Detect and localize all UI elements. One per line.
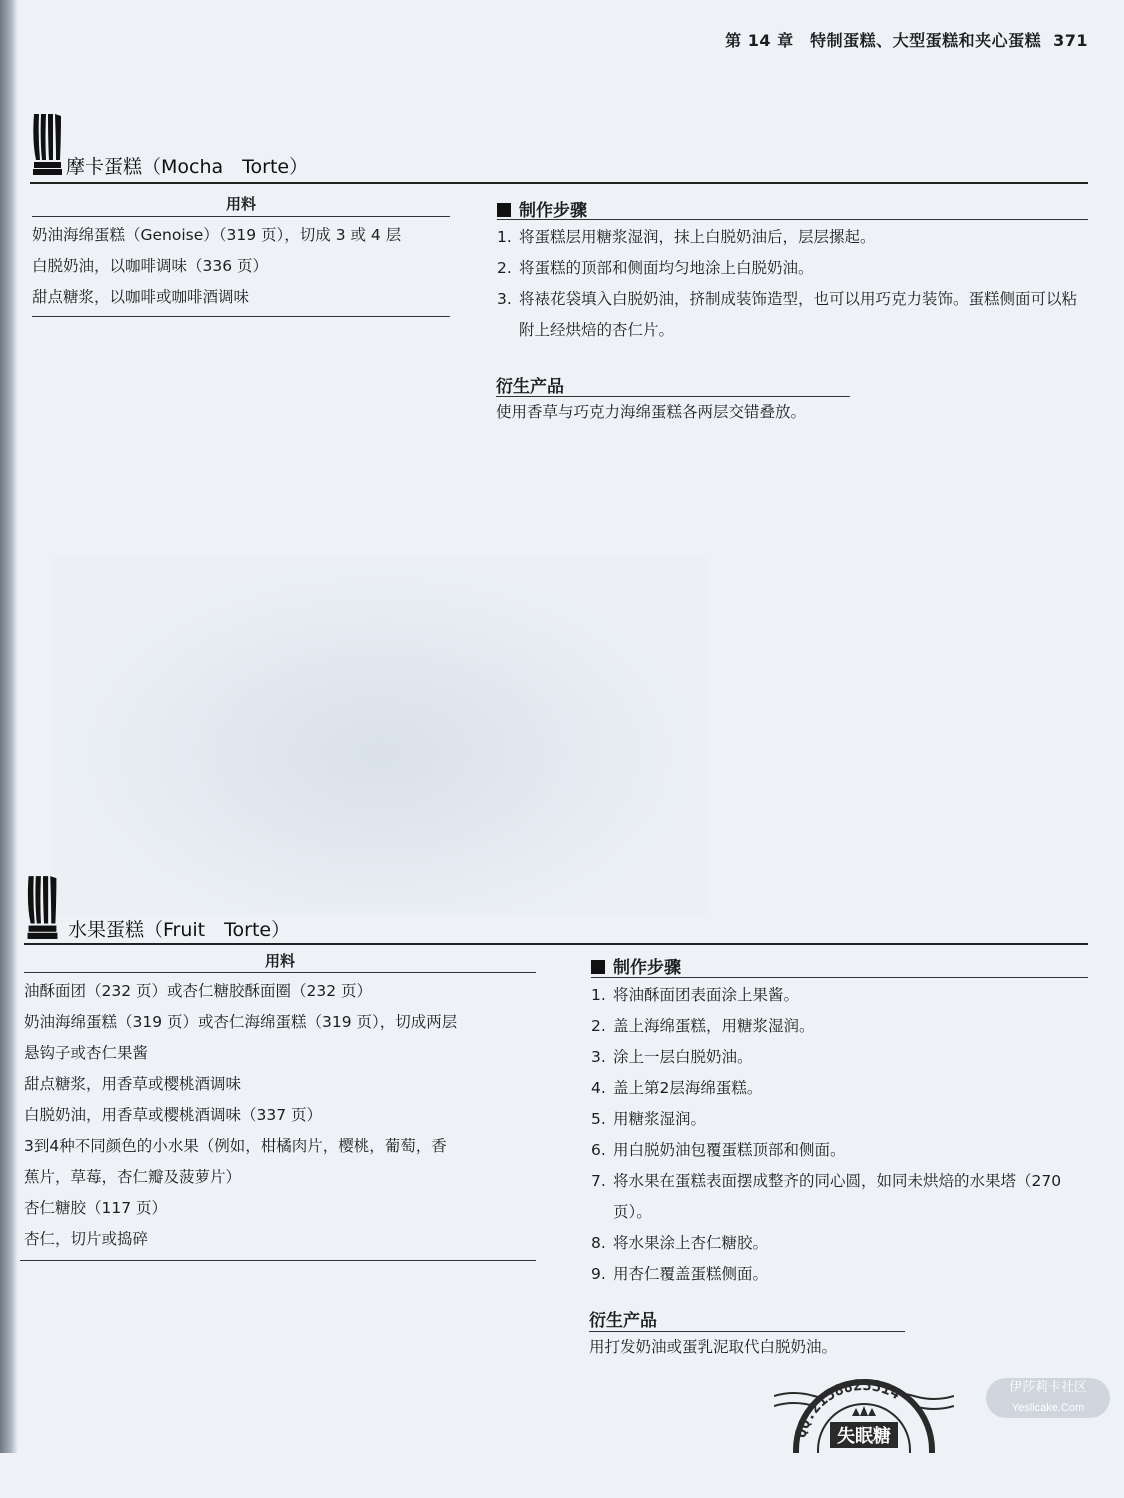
mocha-title-rule [30,182,1088,184]
step-item [497,253,1089,284]
mocha-ingredients-rule-top [32,216,450,217]
step-text: 将水果涂上杏仁糖胶。 [613,1234,769,1252]
step-text: 涂上一层白脱奶油。 [613,1048,753,1066]
step-number: 7. [591,1172,606,1190]
step-text: 将水果在蛋糕表面摆成整齐的同心圆，如同未烘焙的水果塔（270页）。 [613,1172,1062,1221]
mocha-steps-rule [497,219,1088,220]
fruit-title-rule [24,943,1088,945]
ingredient-item: 白脱奶油，用香草或樱桃酒调味（337 页） [24,1106,323,1124]
mocha-steps-heading-label: 制作步骤 [519,201,587,221]
step-text: 将蛋糕层用糖浆湿润，抹上白脱奶油后，层层摞起。 [519,228,876,246]
square-bullet-icon [591,960,605,974]
step-text: 将蛋糕的顶部和侧面均匀地涂上白脱奶油。 [519,259,814,277]
step-item [591,1259,1087,1290]
ingredient-item: 奶油海绵蛋糕（319 页）或杏仁海绵蛋糕（319 页），切成两层 [24,1013,458,1031]
step-text: 将裱花袋填入白脱奶油，挤制成装饰造型，也可以用巧克力装饰。蛋糕侧面可以粘附上经烘焙的杏仁片。 [519,290,1078,339]
mocha-variations-text: 使用香草与巧克力海绵蛋糕各两层交错叠放。 [496,403,807,421]
step-text: 用糖浆湿润。 [613,1110,707,1128]
step-item [591,1104,1087,1135]
step-text: 用杏仁覆盖蛋糕侧面。 [613,1265,769,1283]
step-number: 9. [591,1265,606,1283]
step-number: 5. [591,1110,606,1128]
watermark-line-1: 伊莎莉卡社区 [1008,1380,1087,1395]
chapter-title: 第 14 章 特制蛋糕、大型蛋糕和夹心蛋糕 [725,31,1042,50]
ingredient-item: 甜点糖浆，用香草或樱桃酒调味 [24,1075,242,1093]
ingredient-item: 3到4种不同颜色的小水果（例如，柑橘肉片，樱桃，葡萄，香 [24,1137,447,1155]
step-number: 1. [497,228,512,246]
ingredient-item: 白脱奶油，以咖啡调味（336 页） [32,257,269,275]
step-item [591,1042,1087,1073]
show-through-image [50,555,710,915]
fruit-ingredients-rule-bottom [20,1260,536,1261]
page-number: 371 [1053,31,1088,50]
step-item [497,284,1089,346]
step-item [591,1228,1087,1259]
fruit-ingredients-heading: 用料 [264,952,295,970]
site-watermark [986,1378,1110,1418]
mocha-variations-rule [496,396,850,397]
mocha-ingredients-heading: 用料 [225,195,256,213]
fruit-ingredients-list [24,976,544,1255]
fruit-variations-heading: 衍生产品 [589,1311,657,1331]
step-number: 2. [497,259,512,277]
whisk-icon [30,112,66,176]
fruit-ingredients-rule-top [24,972,536,973]
ingredient-item: 杏仁糖胶（117 页） [24,1199,168,1217]
fruit-steps-rule [591,977,1088,978]
running-header [725,28,1088,51]
ingredient-item: 油酥面团（232 页）或杏仁糖胶酥面圈（232 页） [24,982,373,1000]
step-text: 用白脱奶油包覆蛋糕顶部和侧面。 [613,1141,846,1159]
ingredient-item: 悬钩子或杏仁果酱 [24,1044,149,1062]
watermark-line-2: Yeslicake.Com [1011,1402,1085,1414]
step-item [591,1166,1087,1228]
fruit-variations-text: 用打发奶油或蛋乳泥取代白脱奶油。 [589,1338,838,1356]
step-number: 6. [591,1141,606,1159]
whisk-icon [24,874,62,940]
step-number: 1. [591,986,606,1004]
step-text: 盖上第2层海绵蛋糕。 [613,1079,763,1097]
ingredient-item: 奶油海绵蛋糕（Genoise）（319 页），切成 3 或 4 层 [32,226,402,244]
step-item [591,1135,1087,1166]
step-number: 8. [591,1234,606,1252]
page-gutter-shadow [0,0,18,1453]
mocha-ingredients-rule-bottom [32,316,450,317]
mocha-variations-heading: 衍生产品 [496,377,564,397]
stamp-ring-text: QQ:2158823314 [791,1378,904,1440]
square-bullet-icon [497,203,511,217]
step-number: 4. [591,1079,606,1097]
step-number: 2. [591,1017,606,1035]
ingredient-item: 蕉片，草莓，杏仁瓣及菠萝片） [24,1168,242,1186]
fruit-steps-heading [591,953,681,978]
stamp-center-text: 失眠糖 [837,1426,891,1447]
mocha-steps-list [497,222,1089,346]
mocha-steps-heading [497,196,587,221]
step-number: 3. [497,290,512,308]
fruit-variations-rule [589,1331,905,1332]
step-text: 盖上海绵蛋糕，用糖浆湿润。 [613,1017,815,1035]
qq-seal-stamp [774,1378,954,1498]
step-item [591,1011,1087,1042]
step-item [591,1073,1087,1104]
step-number: 3. [591,1048,606,1066]
fruit-steps-heading-label: 制作步骤 [613,958,681,978]
fruit-steps-list [591,980,1087,1290]
step-item [497,222,1089,253]
step-item [591,980,1087,1011]
mocha-title: 摩卡蛋糕（Mocha Torte） [66,156,309,178]
fruit-title: 水果蛋糕（Fruit Torte） [68,919,291,941]
step-text: 将油酥面团表面涂上果酱。 [613,986,800,1004]
ingredient-item: 甜点糖浆，以咖啡或咖啡酒调味 [32,288,250,306]
mocha-ingredients-list [32,220,462,313]
ingredient-item: 杏仁，切片或捣碎 [24,1230,149,1248]
